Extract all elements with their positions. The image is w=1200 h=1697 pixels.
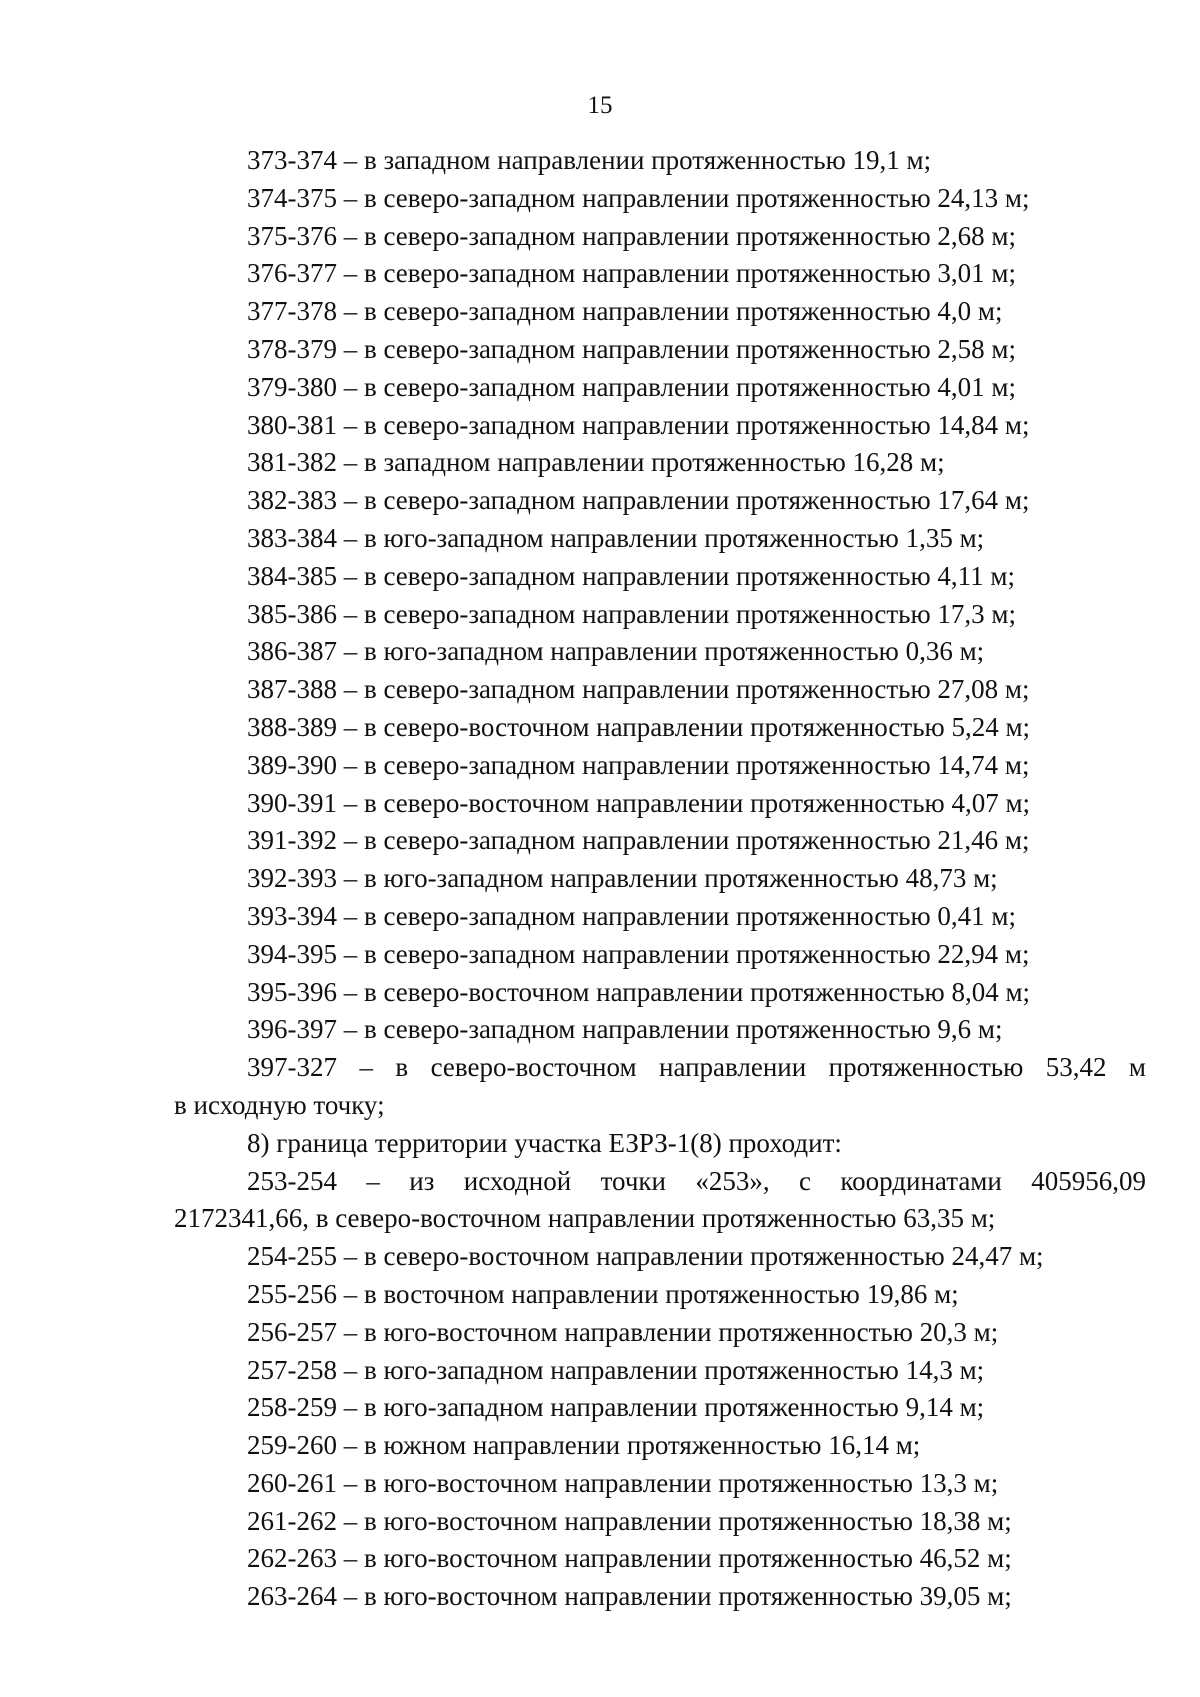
boundary-segment-line: 374-375 – в северо-западном направлении протяженностью 24,13 м; [247, 182, 1030, 213]
boundary-segment-line: 389-390 – в северо-западном направлении протяженностью 14,74 м; [247, 749, 1030, 780]
boundary-segment-line: 394-395 – в северо-западном направлении протяженностью 22,94 м; [247, 938, 1030, 969]
page-number: 15 [587, 92, 613, 119]
boundary-segment-line: 384-385 – в северо-западном направлении протяженностью 4,11 м; [247, 560, 1015, 591]
section-8-heading: 8) граница территории участка ЕЗРЗ-1(8) проходит: [247, 1127, 842, 1158]
boundary-segment-line: 261-262 – в юго-восточном направлении протяженностью 18,38 м; [247, 1505, 1012, 1536]
boundary-start-line2: 2172341,66, в северо-восточном направлении протяженностью 63,35 м; [174, 1203, 996, 1234]
boundary-segment-closing-line2: в исходную точку; [174, 1089, 385, 1120]
boundary-segment-line: 373-374 – в западном направлении протяженностью 19,1 м; [247, 145, 932, 175]
boundary-segment-line: 262-263 – в юго-восточном направлении протяженностью 46,52 м; [247, 1543, 1012, 1574]
boundary-segment-line: 380-381 – в северо-западном направлении протяженностью 14,84 м; [247, 409, 1030, 440]
boundary-start-line1: 253-254 – из исходной точки «253», с координатами 405956,09 [247, 1165, 1146, 1196]
boundary-segment-line: 396-397 – в северо-западном направлении протяженностью 9,6 м; [247, 1014, 1003, 1045]
boundary-segment-line: 378-379 – в северо-западном направлении протяженностью 2,58 м; [247, 333, 1016, 364]
boundary-segment-line: 381-382 – в западном направлении протяженностью 16,28 м; [247, 447, 945, 478]
boundary-segment-line: 257-258 – в юго-западном направлении протяженностью 14,3 м; [247, 1354, 985, 1385]
boundary-segment-closing-line1: 397-327 – в северо-восточном направлении протяженностью 53,42 м [247, 1052, 1146, 1083]
boundary-segment-line: 388-389 – в северо-восточном направлении протяженностью 5,24 м; [247, 711, 1031, 742]
boundary-segment-line: 387-388 – в северо-западном направлении протяженностью 27,08 м; [247, 674, 1030, 705]
boundary-segment-line: 263-264 – в юго-восточном направлении протяженностью 39,05 м; [247, 1581, 1012, 1612]
boundary-segment-line: 259-260 – в южном направлении протяженностью 16,14 м; [247, 1430, 921, 1461]
boundary-segment-line: 375-376 – в северо-западном направлении протяженностью 2,68 м; [247, 220, 1016, 251]
boundary-segment-line: 254-255 – в северо-восточном направлении протяженностью 24,47 м; [247, 1241, 1044, 1272]
boundary-segment-line: 382-383 – в северо-западном направлении протяженностью 17,64 м; [247, 485, 1030, 516]
boundary-segment-line: 383-384 – в юго-западном направлении протяженностью 1,35 м; [247, 522, 985, 553]
boundary-segment-line: 393-394 – в северо-западном направлении протяженностью 0,41 м; [247, 900, 1016, 931]
document-body [174, 142, 1146, 1616]
boundary-segment-line: 258-259 – в юго-западном направлении протяженностью 9,14 м; [247, 1392, 985, 1423]
boundary-segment-line: 377-378 – в северо-западном направлении протяженностью 4,0 м; [247, 296, 1003, 327]
boundary-segment-line: 385-386 – в северо-западном направлении протяженностью 17,3 м; [247, 598, 1016, 629]
boundary-segment-line: 260-261 – в юго-восточном направлении протяженностью 13,3 м; [247, 1467, 999, 1498]
boundary-segment-line: 395-396 – в северо-восточном направлении протяженностью 8,04 м; [247, 976, 1031, 1007]
boundary-segment-line: 379-380 – в северо-западном направлении протяженностью 4,01 м; [247, 371, 1016, 402]
boundary-segment-line: 386-387 – в юго-западном направлении протяженностью 0,36 м; [247, 636, 985, 667]
boundary-segment-line: 392-393 – в юго-западном направлении протяженностью 48,73 м; [247, 863, 998, 894]
boundary-segment-line: 376-377 – в северо-западном направлении протяженностью 3,01 м; [247, 258, 1016, 289]
boundary-segment-line: 255-256 – в восточном направлении протяженностью 19,86 м; [247, 1278, 959, 1309]
boundary-segment-line: 256-257 – в юго-восточном направлении протяженностью 20,3 м; [247, 1316, 999, 1347]
boundary-segment-line: 391-392 – в северо-западном направлении протяженностью 21,46 м; [247, 825, 1030, 856]
boundary-segment-line: 390-391 – в северо-восточном направлении протяженностью 4,07 м; [247, 787, 1031, 818]
